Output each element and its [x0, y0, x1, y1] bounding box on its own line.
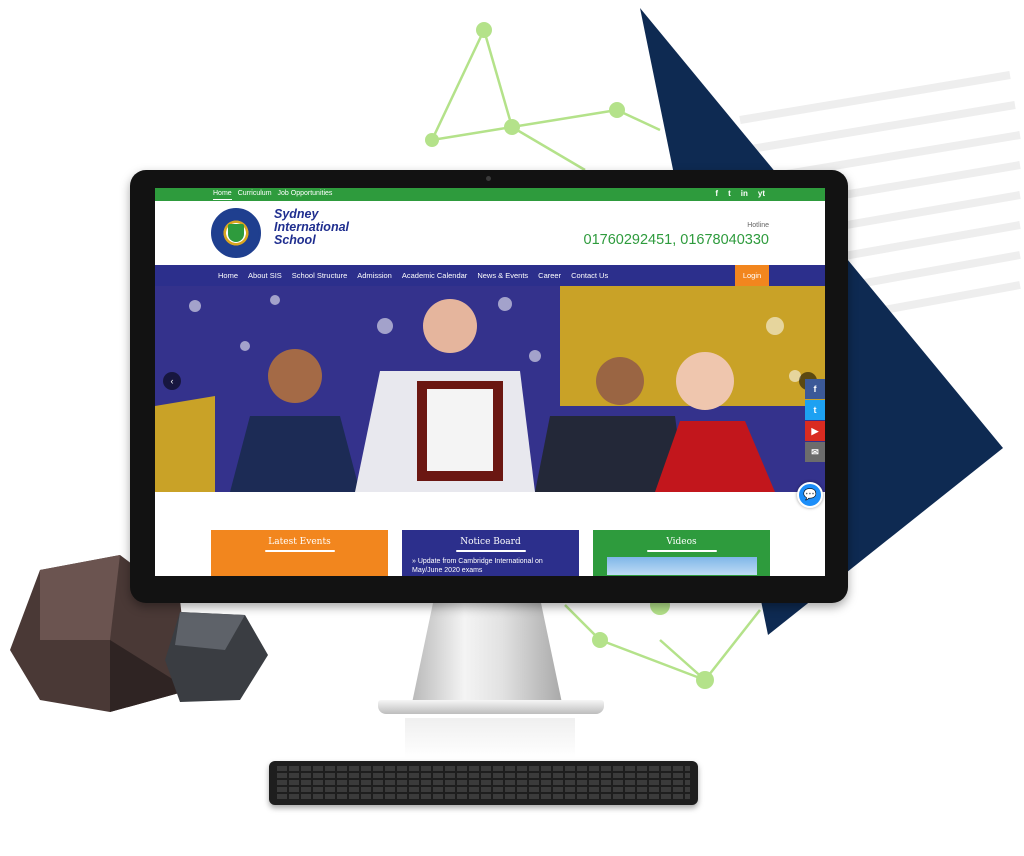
keyboard [269, 761, 698, 805]
youtube-icon[interactable]: yt [757, 189, 765, 198]
top-nav [213, 189, 332, 200]
hero-slider [155, 286, 825, 492]
website-screen [155, 188, 825, 576]
top-bar [155, 188, 825, 201]
nav-school-structure[interactable]: School Structure [291, 271, 348, 280]
stand-reflection [405, 718, 575, 758]
notice-board-panel[interactable] [402, 530, 579, 576]
monitor-base [378, 700, 604, 714]
messenger-chat-icon[interactable]: 💬 [797, 482, 823, 508]
top-social [715, 189, 765, 199]
twitter-icon[interactable]: t [728, 189, 731, 198]
webcam [486, 176, 491, 181]
nav-home[interactable]: Home [218, 271, 239, 280]
video-thumbnail[interactable] [607, 557, 757, 575]
slide-photo [155, 286, 825, 492]
shield-icon [228, 224, 244, 242]
notice-board-title: Notice Board [460, 537, 521, 547]
nav-academic-calendar[interactable]: Academic Calendar [401, 271, 468, 280]
twitter-share-icon[interactable]: t [805, 400, 825, 420]
videos-title: Videos [666, 537, 697, 547]
slider-prev-icon[interactable]: ‹ [163, 372, 181, 390]
notice-item-link[interactable]: » Update from Cambridge International on May/June 2020 exams [412, 558, 543, 574]
nav-about-sis[interactable]: About SIS [248, 271, 282, 280]
nav-career[interactable]: Career [538, 271, 562, 280]
hotline-numbers: 01760292451, 01678040330 [583, 232, 769, 248]
nav-contact-us[interactable]: Contact Us [571, 271, 609, 280]
nav-news-events[interactable]: News & Events [477, 271, 529, 280]
facebook-share-icon[interactable]: f [805, 379, 825, 399]
side-social-bar [805, 379, 825, 463]
title-underline [265, 550, 335, 552]
keyboard-keys [277, 766, 690, 800]
content-section [155, 492, 825, 576]
youtube-share-icon[interactable]: ▶ [805, 421, 825, 441]
linkedin-icon[interactable]: in [740, 189, 748, 198]
monitor [130, 170, 848, 603]
hotline-label: Hotline [747, 222, 769, 229]
school-logo-icon[interactable] [211, 208, 261, 258]
title-underline [647, 550, 717, 552]
main-nav [155, 265, 825, 286]
videos-panel[interactable] [593, 530, 770, 576]
school-name[interactable]: Sydney International School [274, 207, 350, 247]
top-nav-curriculum[interactable]: Curriculum [237, 190, 272, 197]
top-nav-job-opportunities[interactable]: Job Opportunities [277, 190, 333, 197]
top-nav-home[interactable]: Home [213, 189, 232, 200]
facebook-icon[interactable]: f [715, 189, 719, 198]
site-header [155, 201, 825, 265]
latest-events-panel[interactable] [211, 530, 388, 576]
latest-events-title: Latest Events [268, 537, 331, 547]
login-button[interactable]: Login [735, 265, 769, 286]
email-share-icon[interactable]: ✉ [805, 442, 825, 462]
nav-admission[interactable]: Admission [357, 271, 392, 280]
monitor-stand [412, 603, 562, 703]
